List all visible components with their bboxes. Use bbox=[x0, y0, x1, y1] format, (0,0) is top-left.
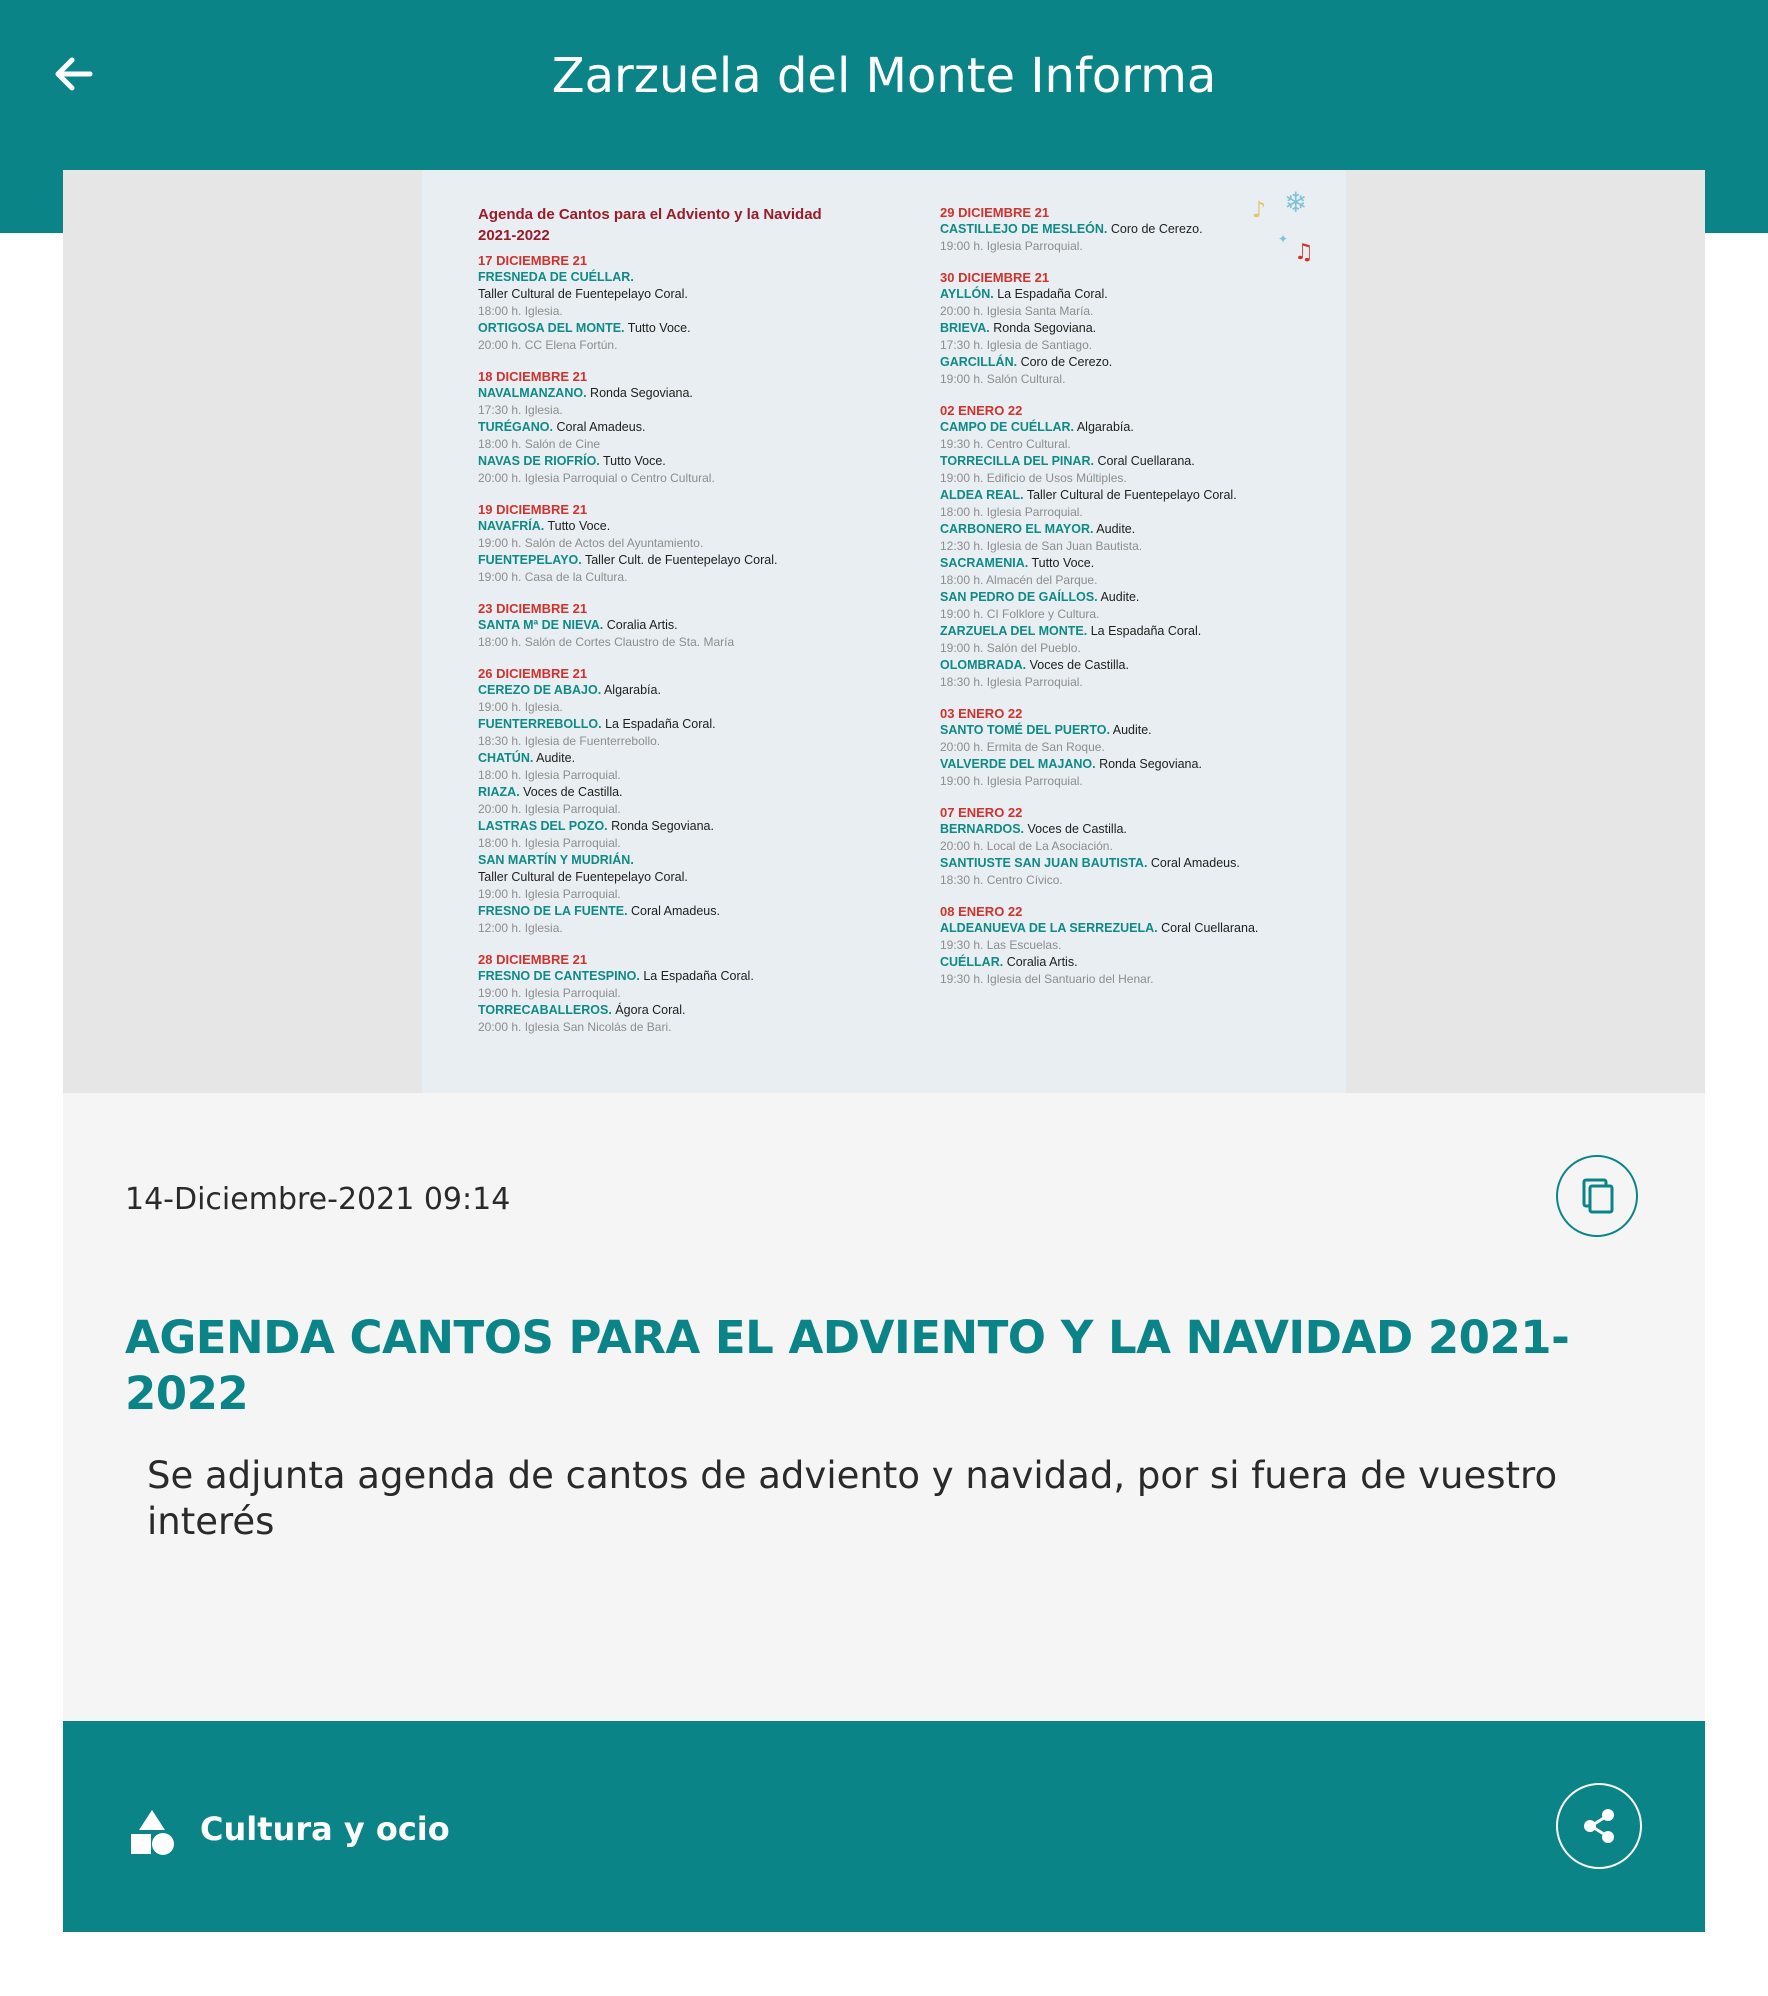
poster-event-detail: 20:00 h. Ermita de San Roque. bbox=[940, 740, 1105, 754]
poster-event bbox=[478, 617, 908, 634]
poster-event-place: NAVALMANZANO. bbox=[478, 386, 587, 400]
article-title: AGENDA CANTOS PARA EL ADVIENTO Y LA NAVIDAD 2021-2022 bbox=[125, 1311, 1570, 1420]
poster-event-group: Tutto Voce. bbox=[547, 519, 611, 533]
music-note-icon: ♪ bbox=[1252, 198, 1267, 223]
poster-date-block bbox=[940, 269, 1300, 388]
poster-event-detail: 20:00 h. Iglesia Santa María. bbox=[940, 304, 1094, 318]
poster-event bbox=[478, 453, 908, 470]
poster-event-place: SAN MARTÍN Y MUDRIÁN. bbox=[478, 853, 634, 867]
poster-event bbox=[940, 555, 1300, 572]
poster-date: 30 DICIEMBRE 21 bbox=[940, 270, 1050, 285]
poster-event-group: Audite. bbox=[1096, 522, 1136, 536]
poster-event bbox=[940, 657, 1300, 674]
poster-event bbox=[478, 968, 908, 985]
poster-event bbox=[478, 682, 908, 699]
poster-event bbox=[478, 320, 908, 337]
poster-event bbox=[940, 487, 1300, 504]
poster-event bbox=[940, 320, 1300, 337]
poster-event bbox=[478, 552, 908, 569]
poster-event-place: CAMPO DE CUÉLLAR. bbox=[940, 420, 1075, 434]
poster-event-group: La Espadaña Coral. bbox=[605, 717, 716, 731]
poster-event-group: Audite. bbox=[1100, 590, 1140, 604]
poster-event-group: Coral Amadeus. bbox=[556, 420, 646, 434]
poster-date-block bbox=[940, 204, 1300, 255]
poster-date: 18 DICIEMBRE 21 bbox=[478, 369, 588, 384]
poster-event-group: Ágora Coral. bbox=[615, 1003, 686, 1017]
poster-event-detail: 19:30 h. Centro Cultural. bbox=[940, 437, 1071, 451]
poster-event-detail: 20:00 h. CC Elena Fortún. bbox=[478, 338, 618, 352]
poster-event-place: FRESNEDA DE CUÉLLAR. bbox=[478, 270, 634, 284]
poster-date: 28 DICIEMBRE 21 bbox=[478, 952, 588, 967]
poster-event-place: CASTILLEJO DE MESLEÓN. bbox=[940, 222, 1108, 236]
poster-event-place: GARCILLÁN. bbox=[940, 355, 1018, 369]
poster-event-group: Algarabía. bbox=[1076, 420, 1134, 434]
poster-date-block bbox=[940, 705, 1300, 790]
poster-event-detail: 12:30 h. Iglesia de San Juan Bautista. bbox=[940, 539, 1143, 553]
poster-event-place: CARBONERO EL MAYOR. bbox=[940, 522, 1094, 536]
poster-event-detail: 18:00 h. Salón de Cortes Claustro de Sta. María bbox=[478, 635, 735, 649]
poster-event-group: Taller Cultural de Fuentepelayo Coral. bbox=[478, 287, 688, 301]
poster-event-group: Coral Amadeus. bbox=[1150, 856, 1240, 870]
poster-event-place: RIAZA. bbox=[478, 785, 520, 799]
poster-date-block bbox=[940, 804, 1300, 889]
poster-date-block bbox=[478, 501, 908, 586]
poster-date: 17 DICIEMBRE 21 bbox=[478, 253, 588, 268]
poster-event bbox=[940, 920, 1300, 937]
poster-event-group: Coralia Artis. bbox=[1006, 955, 1078, 969]
poster-image-area[interactable] bbox=[63, 170, 1705, 1093]
poster-event-detail: 18:30 h. Iglesia de Fuenterrebollo. bbox=[478, 734, 661, 748]
poster-event bbox=[478, 385, 908, 402]
poster-event-group: Ronda Segoviana. bbox=[1099, 757, 1202, 771]
poster-left-column bbox=[478, 204, 908, 1050]
article-footer bbox=[63, 1721, 1705, 1932]
poster-event-detail: 19:00 h. Salón del Pueblo. bbox=[940, 641, 1081, 655]
poster-date: 26 DICIEMBRE 21 bbox=[478, 666, 588, 681]
poster-event-place: FUENTEPELAYO. bbox=[478, 553, 582, 567]
poster-event-detail: 17:30 h. Iglesia de Santiago. bbox=[940, 338, 1093, 352]
poster-event-detail: 19:00 h. Iglesia Parroquial. bbox=[940, 774, 1083, 788]
poster-event bbox=[940, 623, 1300, 640]
poster-event-group: Coro de Cerezo. bbox=[1020, 355, 1113, 369]
poster-event-group: Tutto Voce. bbox=[1031, 556, 1095, 570]
share-icon bbox=[1578, 1805, 1620, 1847]
poster-event-detail: 18:30 h. Iglesia Parroquial. bbox=[940, 675, 1083, 689]
poster-event-detail: 18:00 h. Iglesia. bbox=[478, 304, 563, 318]
poster-event-place: TORRECABALLEROS. bbox=[478, 1003, 612, 1017]
poster-event-group: Ronda Segoviana. bbox=[993, 321, 1097, 335]
poster-event-place: OLOMBRADA. bbox=[940, 658, 1027, 672]
poster-event-place: TORRECILLA DEL PINAR. bbox=[940, 454, 1094, 468]
sparkle-icon: ✦ bbox=[1278, 232, 1289, 246]
poster-event bbox=[478, 269, 908, 286]
poster-event-detail: 19:30 h. Iglesia del Santuario del Henar. bbox=[940, 972, 1154, 986]
shapes-icon bbox=[129, 1808, 175, 1858]
poster-event-detail: 18:00 h. Iglesia Parroquial. bbox=[478, 836, 621, 850]
poster-event-detail: 18:00 h. Almacén del Parque. bbox=[940, 573, 1098, 587]
snowflake-icon: ❄ bbox=[1284, 186, 1308, 219]
poster-event-detail: 18:30 h. Centro Cívico. bbox=[940, 873, 1063, 887]
poster-event-group: Algarabía. bbox=[603, 683, 661, 697]
poster-date: 19 DICIEMBRE 21 bbox=[478, 502, 588, 517]
poster-event bbox=[478, 750, 908, 767]
poster-event-group: Audite. bbox=[536, 751, 576, 765]
poster-event-group: Coral Cuellarana. bbox=[1097, 454, 1195, 468]
poster-event-place: CEREZO DE ABAJO. bbox=[478, 683, 602, 697]
poster-event-detail: 20:00 h. Iglesia San Nicolás de Bari. bbox=[478, 1020, 672, 1034]
poster-event bbox=[478, 852, 908, 869]
poster-event bbox=[940, 756, 1300, 773]
poster-event-place: FRESNO DE LA FUENTE. bbox=[478, 904, 628, 918]
poster-event-detail: 12:00 h. Iglesia. bbox=[478, 921, 563, 935]
poster-event-place: SACRAMENIA. bbox=[940, 556, 1029, 570]
poster-event-place: ALDEA REAL. bbox=[940, 488, 1024, 502]
poster-event-place: LASTRAS DEL POZO. bbox=[478, 819, 608, 833]
poster-event-place: CHATÚN. bbox=[478, 751, 534, 765]
poster-event-place: SAN PEDRO DE GAÍLLOS. bbox=[940, 590, 1098, 604]
poster-date: 08 ENERO 22 bbox=[940, 904, 1023, 919]
poster-event-place: SANTIUSTE SAN JUAN BAUTISTA. bbox=[940, 856, 1148, 870]
poster-event bbox=[940, 221, 1300, 238]
poster-date-block bbox=[478, 665, 908, 937]
poster-event-group: Audite. bbox=[1112, 723, 1152, 737]
poster-event-group: Ronda Segoviana. bbox=[590, 386, 693, 400]
poster-event-detail: 18:00 h. Iglesia Parroquial. bbox=[940, 505, 1083, 519]
poster-event bbox=[940, 722, 1300, 739]
poster-event-detail: 19:00 h. Salón de Actos del Ayuntamiento. bbox=[478, 536, 704, 550]
poster-event-group: Taller Cultural de Fuentepelayo Coral. bbox=[478, 870, 688, 884]
poster-date-block bbox=[940, 903, 1300, 988]
poster-title: Agenda de Cantos para el Adviento y la Navidad 2021-2022 bbox=[478, 206, 822, 244]
poster-event-detail: 19:00 h. CI Folklore y Cultura. bbox=[940, 607, 1100, 621]
poster-event-group: Coro de Cerezo. bbox=[1110, 222, 1203, 236]
poster-event bbox=[478, 784, 908, 801]
poster-event-detail: 19:00 h. Iglesia. bbox=[478, 700, 563, 714]
poster-event-group: Tutto Voce. bbox=[627, 321, 691, 335]
poster-event-place: BRIEVA. bbox=[940, 321, 990, 335]
news-card bbox=[63, 170, 1705, 1932]
poster-event bbox=[478, 1002, 908, 1019]
share-button[interactable] bbox=[1556, 1783, 1642, 1869]
copy-button[interactable] bbox=[1556, 1155, 1638, 1237]
poster-date-block bbox=[940, 402, 1300, 691]
poster-event-group: Coral Amadeus. bbox=[631, 904, 720, 918]
poster-event-detail: 20:00 h. Iglesia Parroquial o Centro Cultural. bbox=[478, 471, 715, 485]
article-body: Se adjunta agenda de cantos de adviento y navidad, por si fuera de vuestro interés bbox=[147, 1454, 1558, 1543]
poster-event-group: La Espadaña Coral. bbox=[997, 287, 1108, 301]
poster-event-place: SANTO TOMÉ DEL PUERTO. bbox=[940, 723, 1110, 737]
poster-event-place: FUENTERREBOLLO. bbox=[478, 717, 602, 731]
poster-event-place: NAVAS DE RIOFRÍO. bbox=[478, 454, 600, 468]
poster-event-place: VALVERDE DEL MAJANO. bbox=[940, 757, 1096, 771]
poster-event-group: Coralia Artis. bbox=[606, 618, 678, 632]
poster-event bbox=[940, 589, 1300, 606]
poster-event-group: Tutto Voce. bbox=[603, 454, 666, 468]
poster-right-column bbox=[940, 204, 1300, 1002]
poster-date-block bbox=[478, 951, 908, 1036]
poster-event-place: NAVAFRÍA. bbox=[478, 519, 545, 533]
poster-event-detail: 18:00 h. Iglesia Parroquial. bbox=[478, 768, 621, 782]
poster-event-detail: 19:00 h. Edificio de Usos Múltiples. bbox=[940, 471, 1127, 485]
poster-date-block bbox=[478, 252, 908, 354]
poster-event bbox=[478, 518, 908, 535]
poster-event bbox=[478, 716, 908, 733]
poster-event-detail: 19:00 h. Iglesia Parroquial. bbox=[478, 887, 621, 901]
poster-event-place: TURÉGANO. bbox=[478, 420, 553, 434]
poster-event-detail: 20:00 h. Iglesia Parroquial. bbox=[478, 802, 621, 816]
poster-event bbox=[940, 855, 1300, 872]
app-title: Zarzuela del Monte Informa bbox=[551, 48, 1217, 104]
poster-event-place: BERNARDOS. bbox=[940, 822, 1025, 836]
poster-event-group: Coral Cuellarana. bbox=[1161, 921, 1259, 935]
poster-event bbox=[940, 419, 1300, 436]
poster-event-detail: 19:00 h. Casa de la Cultura. bbox=[478, 570, 628, 584]
poster-event-detail: 19:00 h. Salón Cultural. bbox=[940, 372, 1066, 386]
agenda-poster bbox=[422, 170, 1346, 1093]
poster-event-place: AYLLÓN. bbox=[940, 287, 994, 301]
poster-event bbox=[940, 354, 1300, 371]
poster-event-detail: 17:30 h. Iglesia. bbox=[478, 403, 563, 417]
poster-date-block bbox=[478, 368, 908, 487]
poster-event bbox=[940, 821, 1300, 838]
poster-event bbox=[478, 818, 908, 835]
poster-event bbox=[940, 286, 1300, 303]
poster-event-detail: 20:00 h. Local de La Asociación. bbox=[940, 839, 1113, 853]
poster-event-detail: 19:00 h. Iglesia Parroquial. bbox=[478, 986, 621, 1000]
poster-date: 23 DICIEMBRE 21 bbox=[478, 601, 588, 616]
copy-icon bbox=[1577, 1176, 1617, 1216]
poster-event bbox=[940, 521, 1300, 538]
article-date: 14-Diciembre-2021 09:14 bbox=[125, 1182, 511, 1217]
poster-date: 03 ENERO 22 bbox=[940, 706, 1023, 721]
poster-event-place: CUÉLLAR. bbox=[940, 955, 1004, 969]
poster-event-place: SANTA Mª DE NIEVA. bbox=[478, 618, 604, 632]
poster-event bbox=[940, 453, 1300, 470]
poster-event-place: ALDEANUEVA DE LA SERREZUELA. bbox=[940, 921, 1158, 935]
poster-event-group: Taller Cultural de Fuentepelayo Coral. bbox=[1026, 488, 1237, 502]
poster-event bbox=[478, 286, 908, 303]
poster-event-detail: 19:00 h. Iglesia Parroquial. bbox=[940, 239, 1083, 253]
poster-event-group: Voces de Castilla. bbox=[523, 785, 623, 799]
poster-date: 07 ENERO 22 bbox=[940, 805, 1023, 820]
music-note-icon: ♫ bbox=[1294, 240, 1314, 265]
poster-event-group: La Espadaña Coral. bbox=[643, 969, 754, 983]
poster-event-detail: 18:00 h. Salón de Cine bbox=[478, 437, 601, 451]
poster-event bbox=[940, 954, 1300, 971]
poster-event-place: FRESNO DE CANTESPINO. bbox=[478, 969, 640, 983]
poster-event-detail: 19:30 h. Las Escuelas. bbox=[940, 938, 1062, 952]
poster-date: 29 DICIEMBRE 21 bbox=[940, 205, 1050, 220]
poster-event-group: Voces de Castilla. bbox=[1029, 658, 1129, 672]
poster-event bbox=[478, 419, 908, 436]
poster-event-group: Taller Cult. de Fuentepelayo Coral. bbox=[584, 553, 778, 567]
poster-event-group: La Espadaña Coral. bbox=[1090, 624, 1202, 638]
poster-event-place: ORTIGOSA DEL MONTE. bbox=[478, 321, 625, 335]
poster-date-block bbox=[478, 600, 908, 651]
poster-event-group: Ronda Segoviana. bbox=[611, 819, 714, 833]
poster-event-place: ZARZUELA DEL MONTE. bbox=[940, 624, 1088, 638]
category-label[interactable]: Cultura y ocio bbox=[200, 1810, 450, 1848]
poster-event bbox=[478, 869, 908, 886]
poster-event-group: Voces de Castilla. bbox=[1027, 822, 1127, 836]
poster-date: 02 ENERO 22 bbox=[940, 403, 1023, 418]
poster-event bbox=[478, 903, 908, 920]
